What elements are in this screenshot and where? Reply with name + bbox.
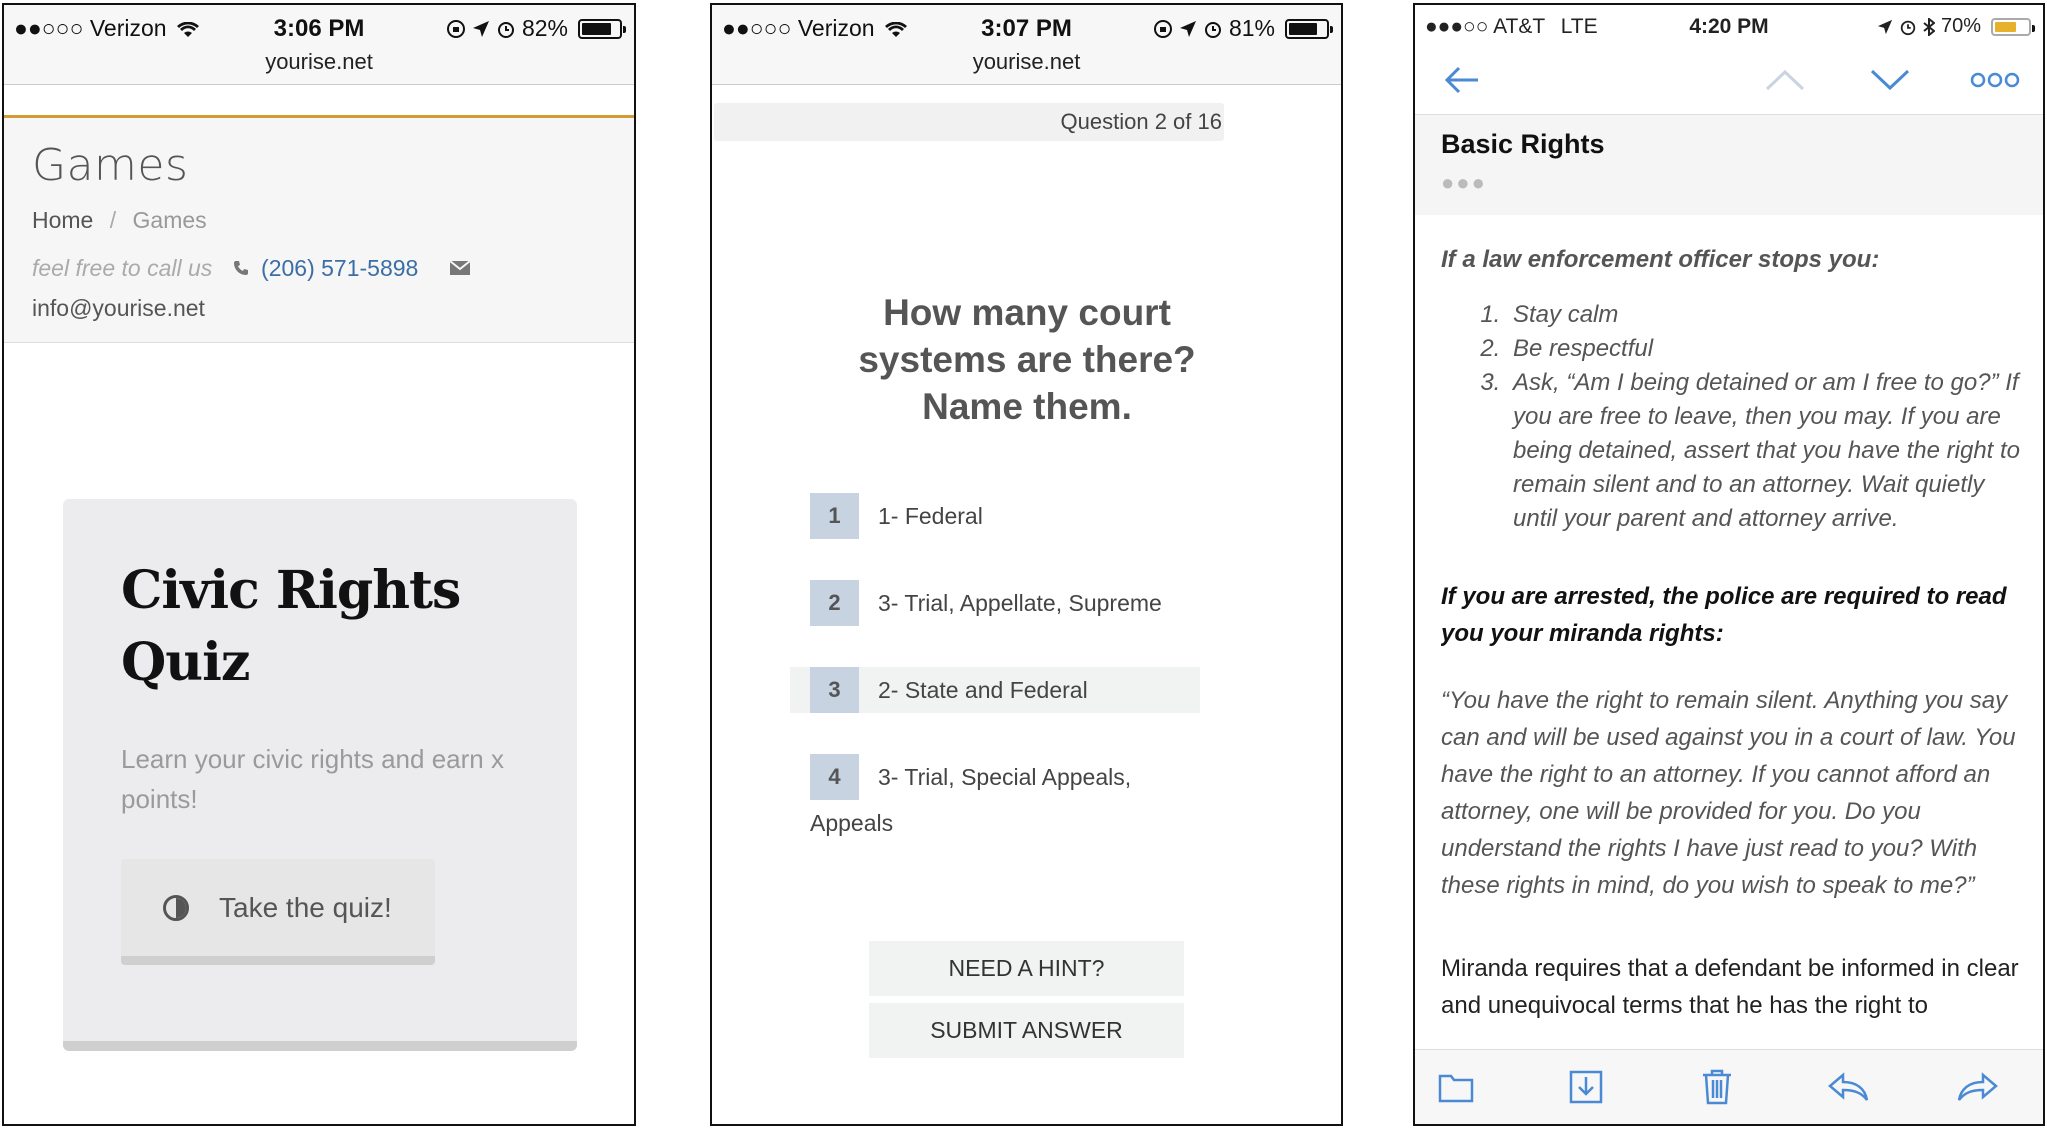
phone-screen-email <box>1413 3 2045 1126</box>
breadcrumb <box>32 207 606 234</box>
location-arrow-icon <box>1179 20 1197 38</box>
url-label[interactable]: yourise.net <box>265 49 373 74</box>
status-bar <box>712 5 1341 45</box>
battery-icon <box>1991 18 2031 36</box>
envelope-icon <box>449 260 471 276</box>
more-options-icon[interactable] <box>1970 55 2020 105</box>
breadcrumb-current: Games <box>132 207 207 233</box>
quiz-description: Learn your civic rights and earn x points! <box>121 744 504 814</box>
trash-icon[interactable] <box>1694 1064 1740 1110</box>
option-number: 3 <box>810 667 859 713</box>
carrier-label: Verizon <box>797 15 875 41</box>
forward-icon[interactable] <box>1955 1064 2001 1110</box>
signal-strength-icon: ●●○○○ <box>722 15 792 41</box>
reply-icon[interactable] <box>1825 1064 1871 1110</box>
quiz-card <box>63 499 577 1051</box>
rotation-lock-icon <box>446 19 466 39</box>
breadcrumb-separator: / <box>109 207 117 233</box>
next-message-icon[interactable] <box>1865 55 1915 105</box>
battery-icon <box>578 19 622 39</box>
url-label[interactable]: yourise.net <box>972 49 1081 74</box>
answer-option-3[interactable] <box>790 667 1200 713</box>
option-text: 1- Federal <box>878 503 983 529</box>
page-header <box>4 118 634 343</box>
question-text: How many court systems are there? Name them. <box>858 292 1196 427</box>
option-text: 3- Trial, Special Appeals, Appeals <box>810 764 1132 836</box>
take-quiz-button[interactable] <box>121 859 435 965</box>
message-subject: Basic Rights <box>1441 129 1605 159</box>
signal-strength-icon: ●●●○○ <box>1425 15 1489 38</box>
carrier-label: AT&T <box>1493 15 1545 38</box>
folder-icon[interactable] <box>1433 1064 1479 1110</box>
answer-option-2[interactable] <box>810 580 1170 626</box>
network-label: LTE <box>1560 15 1598 38</box>
battery-fill <box>582 23 611 35</box>
carrier-label: Verizon <box>89 15 167 41</box>
mail-navigation-bar <box>1415 45 2043 115</box>
list-item: 3. Ask, “Am I being detained or am I free to go?” If you are free to leave, then you may. If you are being detained, assert that you have the right to remain silent and to an attorney. Wait quietly until your parent and attorney arrive. <box>1507 366 2027 536</box>
location-arrow-icon <box>1877 19 1893 35</box>
list-item: 1. Stay calm <box>1507 298 2027 332</box>
page-title: Games <box>32 140 189 191</box>
contact-info <box>32 248 606 328</box>
battery-percent: 82% <box>521 15 568 41</box>
clock: 4:20 PM <box>1689 15 1769 38</box>
clock: 3:07 PM <box>981 15 1072 42</box>
signal-strength-icon: ●●○○○ <box>14 15 84 41</box>
email-link[interactable]: info@yourise.net <box>32 295 205 321</box>
contrast-icon <box>163 895 189 921</box>
bluetooth-icon <box>1923 18 1935 36</box>
steps-list <box>1507 298 2027 536</box>
option-text: 2- State and Federal <box>878 677 1088 703</box>
mail-toolbar <box>1415 1049 2043 1124</box>
question-progress: Question 2 of 16 <box>714 103 1224 141</box>
phone-screen-question <box>710 3 1343 1126</box>
phone-icon <box>233 260 249 276</box>
option-text: 3- Trial, Appellate, Supreme <box>878 590 1162 616</box>
miranda-quote: “You have the right to remain silent. Anything you say can and will be used against you in a court of law. You have the right to an attorney. If you cannot afford an attorney, one will be provided for you. Do you understand the rights I have just read to you? With these rights in mind, do you wish to speak to me?” <box>1441 687 2016 899</box>
status-bar <box>4 5 634 45</box>
breadcrumb-home-link[interactable]: Home <box>32 207 94 233</box>
phone-number-link[interactable]: (206) 571-5898 <box>261 255 419 281</box>
battery-fill <box>1289 23 1317 35</box>
sender-placeholder: ●●● <box>1441 170 1487 195</box>
contact-tagline: feel free to call us <box>32 255 213 281</box>
battery-icon <box>1285 19 1329 39</box>
quiz-title: Civic Rights Quiz <box>121 560 461 693</box>
message-body <box>1441 215 2027 1049</box>
battery-percent: 70% <box>1940 15 1981 37</box>
alarm-icon <box>496 19 516 39</box>
battery-fill <box>1995 22 2016 32</box>
status-bar <box>1415 5 2043 45</box>
battery-percent: 81% <box>1228 15 1275 41</box>
answer-option-1[interactable] <box>810 493 1170 539</box>
clock: 3:06 PM <box>273 15 365 42</box>
message-header <box>1415 115 2043 215</box>
option-number: 2 <box>810 580 859 626</box>
submit-answer-button[interactable]: SUBMIT ANSWER <box>869 1003 1184 1058</box>
alarm-icon <box>1203 19 1223 39</box>
answer-option-4[interactable] <box>810 754 1170 844</box>
location-arrow-icon <box>472 20 490 38</box>
phone-screen-games <box>2 3 636 1126</box>
list-item: 2. Be respectful <box>1507 332 2027 366</box>
alarm-icon <box>1899 18 1917 36</box>
back-arrow-icon[interactable] <box>1437 55 1487 105</box>
section-heading: If a law enforcement officer stops you: <box>1441 246 1880 273</box>
rotation-lock-icon <box>1153 19 1173 39</box>
need-hint-button[interactable]: NEED A HINT? <box>869 941 1184 996</box>
archive-icon[interactable] <box>1563 1064 1609 1110</box>
option-number: 4 <box>810 754 859 800</box>
option-number: 1 <box>810 493 859 539</box>
previous-message-icon[interactable] <box>1760 55 1810 105</box>
take-quiz-label: Take the quiz! <box>219 891 392 923</box>
section-heading: If you are arrested, the police are required to read you your miranda rights: <box>1441 583 2007 647</box>
body-paragraph: Miranda requires that a defendant be informed in clear and unequivocal terms that he has the right to <box>1441 955 2019 1019</box>
